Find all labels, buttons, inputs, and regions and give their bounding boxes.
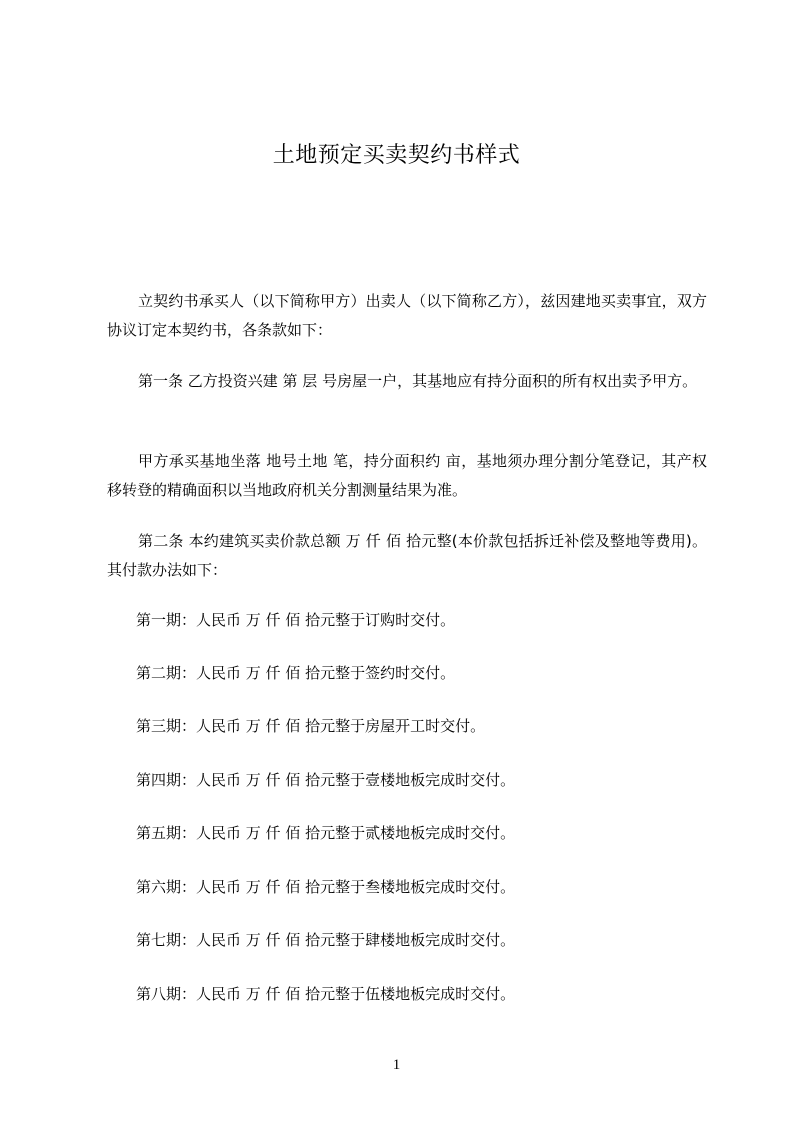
payment-installment-5: 第五期：人民币 万 仟 佰 拾元整于贰楼地板完成时交付。 (136, 824, 516, 842)
paragraph-article-2: 第二条 本约建筑买卖价款总额 万 仟 佰 拾元整(本价款包括拆迁补偿及整地等费用)。其付款办法如下： (107, 532, 707, 579)
document-title: 土地预定买卖契约书样式 (272, 143, 521, 168)
payment-installment-4: 第四期：人民币 万 仟 佰 拾元整于壹楼地板完成时交付。 (136, 771, 516, 789)
payment-installment-2: 第二期：人民币 万 仟 佰 拾元整于签约时交付。 (136, 664, 456, 682)
paragraph-intro: 立契约书承买人（以下简称甲方）出卖人（以下简称乙方），兹因建地买卖事宜，双方协议订定本契约书，各条款如下： (107, 292, 707, 339)
payment-installment-7: 第七期：人民币 万 仟 佰 拾元整于肆楼地板完成时交付。 (136, 931, 516, 949)
paragraph-article-1: 第一条 乙方投资兴建 第 层 号房屋一户，其基地应有持分面积的所有权出卖予甲方。 (138, 372, 698, 390)
page-number: 1 (392, 1057, 401, 1073)
payment-installment-6: 第六期：人民币 万 仟 佰 拾元整于叁楼地板完成时交付。 (136, 878, 516, 896)
payment-installment-8: 第八期：人民币 万 仟 佰 拾元整于伍楼地板完成时交付。 (136, 985, 516, 1003)
payment-installment-1: 第一期：人民币 万 仟 佰 拾元整于订购时交付。 (136, 611, 456, 629)
paragraph-site-details: 甲方承买基地坐落 地号土地 笔，持分面积约 亩，基地须办理分割分笔登记，其产权移转登的精确面积以当地政府机关分割测量结果为准。 (107, 452, 707, 499)
payment-installment-3: 第三期：人民币 万 仟 佰 拾元整于房屋开工时交付。 (136, 717, 486, 735)
